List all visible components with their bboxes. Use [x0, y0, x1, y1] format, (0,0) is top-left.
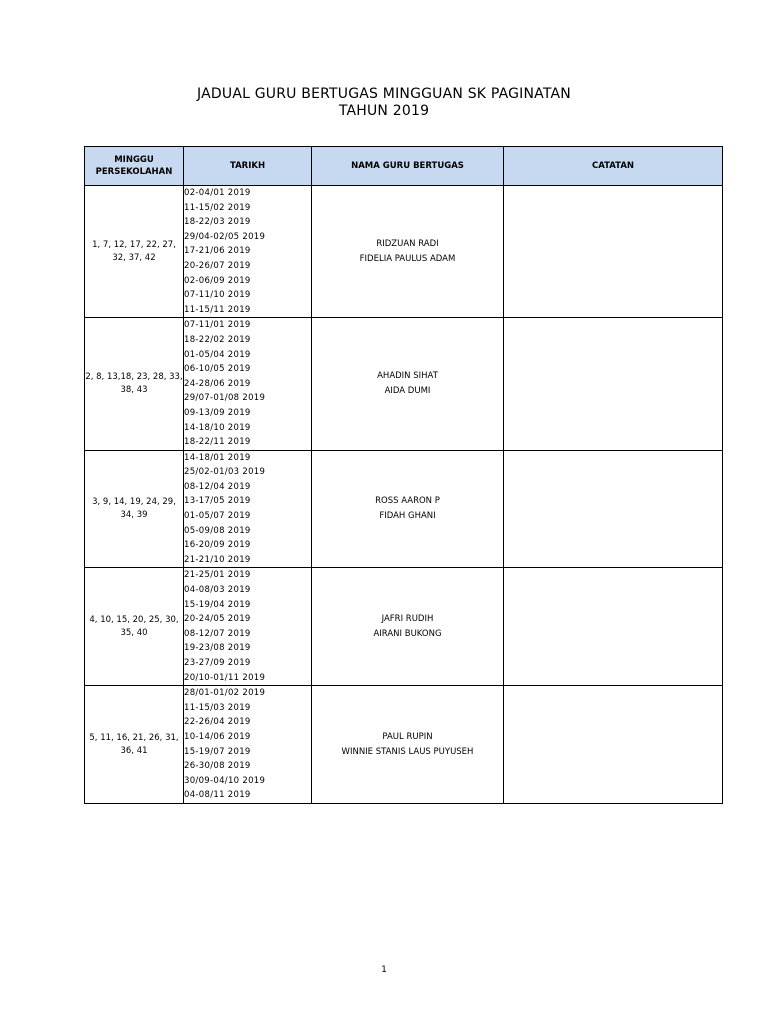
notes-cell [504, 318, 723, 450]
dates-cell [184, 186, 312, 318]
duty-date: 15-19/07 2019 [184, 746, 251, 757]
duty-date: 14-18/10 2019 [184, 422, 251, 433]
duty-date: 08-12/04 2019 [184, 481, 251, 492]
duty-date: 13-17/05 2019 [184, 496, 251, 507]
column-header-weeks: MINGGU PERSEKOLAHAN [85, 147, 184, 186]
duty-date: 18-22/02 2019 [184, 334, 251, 345]
teachers-cell [312, 450, 504, 568]
column-header-dates: TARIKH [184, 147, 312, 186]
document-subtitle-year: TAHUN 2019 [338, 103, 430, 119]
table-header-row [85, 147, 723, 186]
duty-roster-table [84, 146, 723, 804]
dates-cell [184, 318, 312, 450]
duty-date: 28/01-01/02 2019 [184, 688, 266, 699]
dates-cell [184, 450, 312, 568]
duty-date: 26-30/08 2019 [184, 761, 251, 772]
dates-cell [184, 568, 312, 686]
teachers-cell [312, 568, 504, 686]
teacher-name: JAFRI RUDIH [381, 613, 434, 624]
teacher-name: AIRANI BUKONG [373, 628, 442, 639]
document-title: JADUAL GURU BERTUGAS MINGGUAN SK PAGINATAN [197, 86, 571, 102]
duty-date: 02-04/01 2019 [184, 188, 251, 198]
school-weeks-cell: 5, 11, 16, 21, 26, 31, 36, 41 [85, 686, 184, 804]
duty-date: 19-23/08 2019 [184, 643, 251, 654]
teachers-cell [312, 686, 504, 804]
table-row [85, 318, 723, 450]
page-number: 1 [381, 965, 387, 975]
duty-date: 07-11/10 2019 [184, 290, 251, 301]
teacher-name: PAUL RUPIN [382, 731, 433, 742]
teacher-name: FIDAH GHANI [379, 511, 436, 522]
notes-cell [504, 186, 723, 318]
duty-date: 07-11/01 2019 [184, 320, 251, 331]
teacher-name: FIDELIA PAULUS ADAM [359, 253, 456, 264]
school-weeks-cell: 1, 7, 12, 17, 22, 27, 32, 37, 42 [85, 186, 184, 318]
duty-date: 11-15/03 2019 [184, 702, 251, 713]
duty-date: 30/09-04/10 2019 [184, 775, 266, 786]
teacher-name: ROSS AARON P [375, 496, 440, 507]
column-header-teachers: NAMA GURU BERTUGAS [312, 147, 504, 186]
duty-date: 11-15/02 2019 [184, 202, 251, 213]
school-weeks-cell: 3, 9, 14, 19, 24, 29, 34, 39 [85, 450, 184, 568]
duty-date: 01-05/07 2019 [184, 511, 251, 522]
duty-date: 29/04-02/05 2019 [184, 231, 266, 242]
duty-date: 17-21/06 2019 [184, 246, 251, 257]
teachers-cell [312, 318, 504, 450]
duty-date: 11-15/11 2019 [184, 304, 251, 315]
notes-cell [504, 568, 723, 686]
duty-date: 09-13/09 2019 [184, 407, 251, 418]
duty-date: 18-22/11 2019 [184, 437, 251, 448]
duty-date: 18-22/03 2019 [184, 217, 251, 228]
duty-date: 20-24/05 2019 [184, 614, 251, 625]
duty-date: 05-09/08 2019 [184, 525, 251, 536]
duty-date: 21-21/10 2019 [184, 554, 251, 565]
roster-body [85, 186, 723, 804]
column-header-notes: CATATAN [504, 147, 723, 186]
school-weeks-cell: 4, 10, 15, 20, 25, 30, 35, 40 [85, 568, 184, 686]
duty-date: 10-14/06 2019 [184, 731, 251, 742]
duty-date: 29/07-01/08 2019 [184, 393, 266, 404]
teacher-name: AIDA DUMI [384, 386, 431, 397]
teacher-name: AHADIN SIHAT [377, 371, 438, 382]
teachers-cell [312, 186, 504, 318]
duty-date: 08-12/07 2019 [184, 628, 251, 639]
notes-cell [504, 450, 723, 568]
duty-date: 20/10-01/11 2019 [184, 672, 266, 683]
duty-date: 21-25/01 2019 [184, 570, 251, 581]
table-row [85, 186, 723, 318]
duty-date: 01-05/04 2019 [184, 349, 251, 360]
duty-date: 16-20/09 2019 [184, 540, 251, 551]
duty-date: 15-19/04 2019 [184, 599, 251, 610]
duty-date: 14-18/01 2019 [184, 452, 251, 463]
dates-cell [184, 686, 312, 804]
table-row [85, 686, 723, 804]
notes-cell [504, 686, 723, 804]
duty-date: 04-08/11 2019 [184, 790, 251, 801]
duty-date: 20-26/07 2019 [184, 260, 251, 271]
school-weeks-cell: 2, 8, 13,18, 23, 28, 33, 38, 43 [85, 318, 184, 450]
duty-date: 25/02-01/03 2019 [184, 467, 266, 478]
table-row [85, 568, 723, 686]
duty-date: 23-27/09 2019 [184, 658, 251, 668]
duty-date: 24-28/06 2019 [184, 378, 251, 389]
duty-date: 06-10/05 2019 [184, 364, 251, 375]
teacher-name: RIDZUAN RADI [376, 238, 439, 249]
table-row [85, 450, 723, 568]
duty-date: 22-26/04 2019 [184, 717, 251, 728]
duty-date: 04-08/03 2019 [184, 585, 251, 596]
duty-date: 02-06/09 2019 [184, 275, 251, 286]
teacher-name: WINNIE STANIS LAUS PUYUSEH [341, 746, 474, 757]
